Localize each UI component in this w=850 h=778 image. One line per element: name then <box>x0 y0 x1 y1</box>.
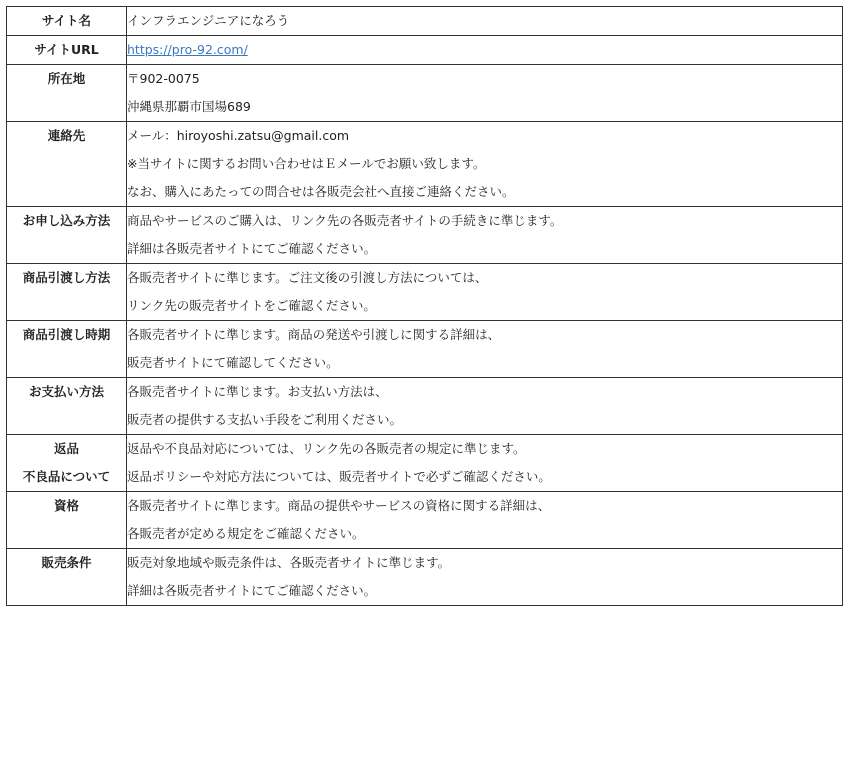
site-url-link[interactable]: https://pro-92.com/ <box>127 42 248 57</box>
value-line: ※当サイトに関するお問い合わせはＥメールでお願い致します。 <box>127 156 486 171</box>
value-line: 返品ポリシーや対応方法については、販売者サイトで必ずご確認ください。 <box>127 469 551 484</box>
row-label <box>7 264 127 321</box>
table-row-contact <box>7 122 843 207</box>
label-text: お申し込み方法 <box>22 213 111 228</box>
row-label <box>7 549 127 606</box>
row-value <box>127 36 843 65</box>
table-row-application-method <box>7 207 843 264</box>
table-row-address <box>7 65 843 122</box>
table-row-site-name <box>7 7 843 36</box>
value-line: 商品やサービスのご購入は、リンク先の各販売者サイトの手続きに準じます。 <box>127 213 563 228</box>
label-text: 返品 <box>53 441 79 456</box>
value-line: 〒902-0075 <box>127 71 200 86</box>
row-label <box>7 36 127 65</box>
row-label <box>7 378 127 435</box>
value-line: 販売者サイトにて確認してください。 <box>127 355 339 370</box>
value-line: 各販売者サイトに準じます。ご注文後の引渡し方法については、 <box>127 270 488 285</box>
row-label <box>7 492 127 549</box>
label-text: 連絡先 <box>47 128 86 143</box>
table-row-delivery-time <box>7 321 843 378</box>
value-line: 販売対象地域や販売条件は、各販売者サイトに準じます。 <box>127 555 451 570</box>
value-line: 詳細は各販売者サイトにてご確認ください。 <box>127 583 377 598</box>
value-line: 返品や不良品対応については、リンク先の各販売者の規定に準じます。 <box>127 441 526 456</box>
value-line: 各販売者サイトに準じます。商品の提供やサービスの資格に関する詳細は、 <box>127 498 551 513</box>
row-label <box>7 122 127 207</box>
row-value <box>127 435 843 492</box>
row-label <box>7 7 127 36</box>
table-row-delivery-method <box>7 264 843 321</box>
value-line: 各販売者が定める規定をご確認ください。 <box>127 526 365 541</box>
value-line: メール：hiroyoshi.zatsu@gmail.com <box>127 128 350 143</box>
label-text: 不良品について <box>22 469 111 484</box>
value-line: 販売者の提供する支払い手段をご利用ください。 <box>127 412 403 427</box>
row-value <box>127 378 843 435</box>
row-value <box>127 122 843 207</box>
label-text: 所在地 <box>47 71 86 86</box>
table-row-payment-method <box>7 378 843 435</box>
store-info-table <box>6 6 843 606</box>
value-line: 各販売者サイトに準じます。商品の発送や引渡しに関する詳細は、 <box>127 327 501 342</box>
row-value <box>127 65 843 122</box>
label-text: サイト名 <box>41 13 92 28</box>
value-line: なお、購入にあたっての問合せは各販売会社へ直接ご連絡ください。 <box>127 184 515 199</box>
value-line: 沖縄県那覇市国場689 <box>127 99 251 114</box>
row-label <box>7 65 127 122</box>
row-value <box>127 549 843 606</box>
value-line: インフラエンジニアになろう <box>127 13 290 28</box>
row-label <box>7 207 127 264</box>
table-row-site-url <box>7 36 843 65</box>
label-text: 商品引渡し方法 <box>22 270 111 285</box>
label-text: サイトURL <box>34 42 99 57</box>
table-row-sales-conditions <box>7 549 843 606</box>
row-value <box>127 207 843 264</box>
value-line: 詳細は各販売者サイトにてご確認ください。 <box>127 241 377 256</box>
label-text: 販売条件 <box>41 555 92 570</box>
row-value <box>127 7 843 36</box>
label-text: 資格 <box>53 498 79 513</box>
table-row-returns <box>7 435 843 492</box>
value-line: 各販売者サイトに準じます。お支払い方法は、 <box>127 384 388 399</box>
value-line: リンク先の販売者サイトをご確認ください。 <box>127 298 376 313</box>
row-label <box>7 321 127 378</box>
row-value <box>127 492 843 549</box>
row-value <box>127 264 843 321</box>
row-value <box>127 321 843 378</box>
table-row-qualification <box>7 492 843 549</box>
label-text: お支払い方法 <box>28 384 104 399</box>
row-label <box>7 435 127 492</box>
label-text: 商品引渡し時期 <box>22 327 111 342</box>
